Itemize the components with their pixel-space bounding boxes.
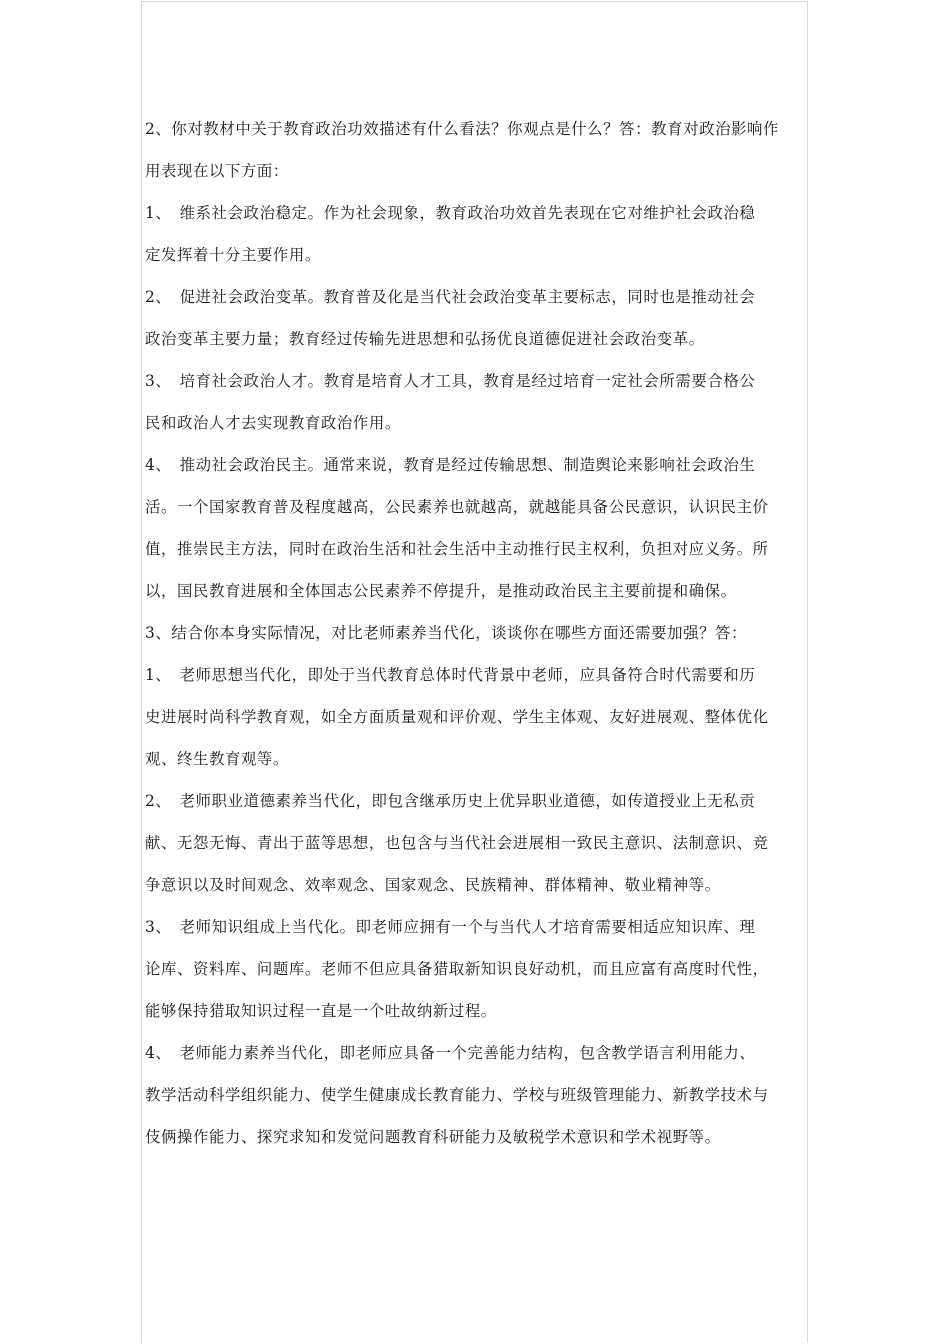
text-line: 以，国民教育进展和全体国志公民素养不停提升，是推动政治民主主要前提和确保。 — [145, 582, 737, 600]
text-line: 献、无怨无悔、青出于蓝等思想，也包含与当代社会进展相一致民主意识、法制意识、竞 — [145, 834, 769, 852]
text-line: 史进展时尚科学教育观，如全方面质量观和评价观、学生主体观、友好进展观、整体优化 — [145, 708, 769, 726]
text-line: 2、 老师职业道德素养当代化，即包含继承历史上优异职业道德，如传道授业上无私贡 — [145, 792, 756, 810]
text-line: 观、终生教育观等。 — [145, 750, 289, 768]
text-line: 2、你对教材中关于教育政治功效描述有什么看法？你观点是什么？答：教育对政治影响作 — [145, 120, 780, 138]
text-line: 活。一个国家教育普及程度越高，公民素养也就越高，就越能具备公民意识，认识民主价 — [145, 498, 769, 516]
text-line: 值，推崇民主方法，同时在政治生活和社会生活中主动推行民主权利，负担对应义务。所 — [145, 540, 769, 558]
document-body — [145, 115, 813, 1165]
text-line: 2、 促进社会政治变革。教育普及化是当代社会政治变革主要标志，同时也是推动社会 — [145, 288, 756, 306]
text-line: 1、 老师思想当代化，即处于当代教育总体时代背景中老师，应具备符合时代需要和历 — [145, 666, 756, 684]
text-line: 教学活动科学组织能力、使学生健康成长教育能力、学校与班级管理能力、新教学技术与 — [145, 1086, 769, 1104]
text-line: 1、 维系社会政治稳定。作为社会现象，教育政治功效首先表现在它对维护社会政治稳 — [145, 204, 756, 222]
text-line: 争意识以及时间观念、效率观念、国家观念、民族精神、群体精神、敬业精神等。 — [145, 876, 721, 894]
text-line: 3、 培育社会政治人才。教育是培育人才工具，教育是经过培育一定社会所需要合格公 — [145, 372, 756, 390]
text-line: 定发挥着十分主要作用。 — [145, 246, 321, 264]
text-line: 3、 老师知识组成上当代化。即老师应拥有一个与当代人才培育需要相适应知识库、理 — [145, 918, 756, 936]
text-line: 能够保持猎取知识过程一直是一个吐故纳新过程。 — [145, 1002, 497, 1020]
text-line: 用表现在以下方面： — [145, 162, 289, 180]
text-line: 政治变革主要力量；教育经过传输先进思想和弘扬优良道德促进社会政治变革。 — [145, 330, 705, 348]
text-line: 伎俩操作能力、探究求知和发觉问题教育科研能力及敏税学术意识和学术视野等。 — [145, 1128, 721, 1146]
text-line: 论库、资料库、问题库。老师不但应具备猎取新知识良好动机，而且应富有高度时代性， — [145, 960, 769, 978]
text-line: 3、结合你本身实际情况，对比老师素养当代化，谈谈你在哪些方面还需要加强？答： — [145, 624, 748, 642]
text-line: 4、 老师能力素养当代化，即老师应具备一个完善能力结构，包含教学语言利用能力、 — [145, 1044, 756, 1062]
text-line: 4、 推动社会政治民主。通常来说，教育是经过传输思想、制造舆论来影响社会政治生 — [145, 456, 756, 474]
text-line: 民和政治人才去实现教育政治作用。 — [145, 414, 401, 432]
